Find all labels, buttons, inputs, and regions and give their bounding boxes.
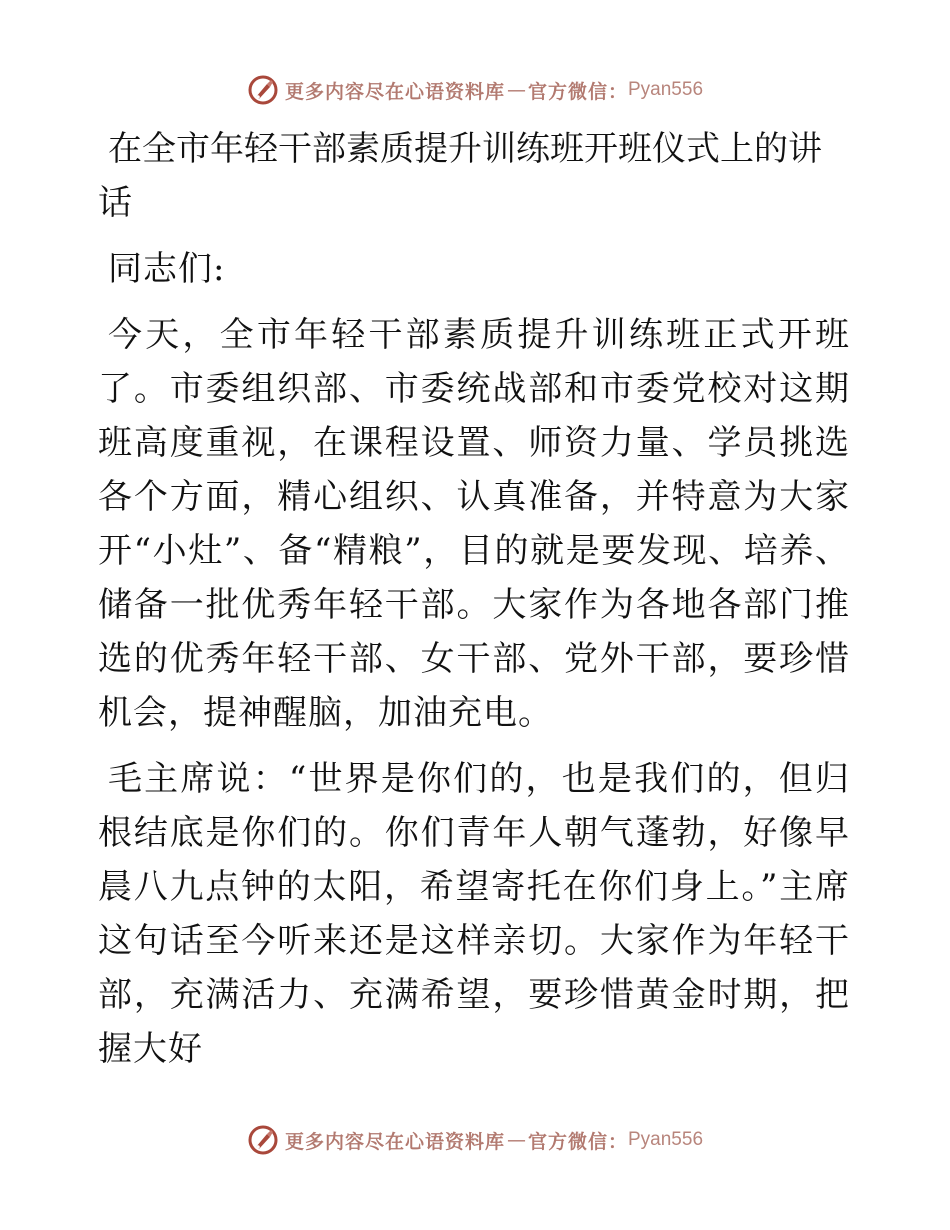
header-watermark [0, 70, 950, 110]
watermark-official-label: 官方微信： [527, 80, 628, 103]
pen-circle-icon [247, 74, 279, 106]
document-body [98, 122, 850, 1088]
pen-circle-icon [247, 1124, 279, 1156]
paragraph-2: 毛主席说：“世界是你们的，也是我们的，但归根结底是你们的。你们青年人朝气蓬勃，好像早晨八九点钟的太阳，希望寄托在你们身上。”主席这句话至今听来还是这样亲切。大家作为年轻干部，充满活力、充满希望，要珍惜黄金时期，把握大好 [98, 759, 850, 1069]
watermark-separator: — [506, 79, 526, 101]
watermark-text: 更多内容尽在心语资料库 [284, 80, 505, 103]
salutation: 同志们: [108, 249, 226, 289]
document-title: 在全市年轻干部素质提升训练班开班仪式上的讲话 [98, 129, 822, 223]
watermark-separator: — [506, 1129, 526, 1151]
watermark-official-label: 官方微信： [527, 1130, 628, 1153]
footer-watermark [0, 1120, 950, 1160]
watermark-text: 更多内容尽在心语资料库 [284, 1130, 505, 1153]
paragraph-1: 今天，全市年轻干部素质提升训练班正式开班 了。市委组织部、市委统战部和市委党校对这期班高度重视，在课程设置、师资力量、学员挑选各个方面，精心组织、认真准备，并特意为大家开“小灶”、备“精粮”，目的就是要发现、培养、储备一批优秀年轻干部。大家作为各地各部门推选的优秀年轻干部、女干部、党外干部，要珍惜机会，提神醒脑，加油充电。 [98, 315, 850, 733]
watermark-wechat-id: Pyan556 [628, 1129, 704, 1150]
watermark-wechat-id: Pyan556 [628, 79, 704, 100]
